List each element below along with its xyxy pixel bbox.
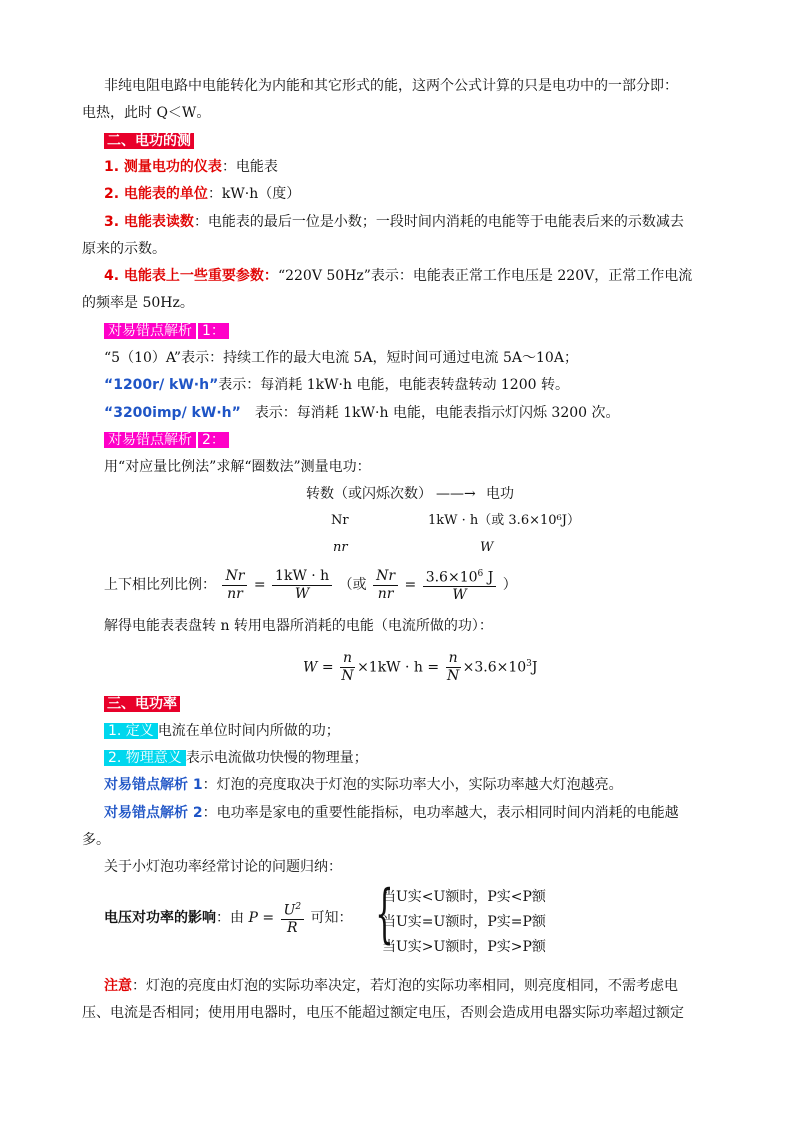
tip-prefix: “3200imp/ kW·h” (104, 405, 241, 421)
text: 电功 (486, 486, 514, 502)
physical-meaning (104, 748, 368, 768)
fraction: $\frac{Nr}{nr}$ (373, 568, 398, 603)
tip-2 (104, 430, 229, 450)
case-line (382, 912, 546, 932)
tip-label: 对易错点解析 1 (104, 777, 203, 793)
section-3-title: 三、电功率 (104, 696, 180, 712)
item-label: 3. 电能表读数 (104, 214, 194, 230)
table-cell (428, 511, 580, 531)
brace-icon: { (375, 877, 394, 951)
text: 电热，此时 Q＜W。 (82, 105, 211, 121)
section-2-title: 二、电功的测 (104, 133, 194, 149)
table-cell (480, 538, 493, 558)
definition-label: 1. 定义 (104, 723, 158, 739)
tip-label: 对易错点解析 (104, 323, 196, 339)
method-intro (104, 457, 371, 477)
tip-prefix: “1200r/ kW·h” (104, 377, 219, 393)
item-3 (104, 212, 684, 232)
text: nr (333, 540, 348, 555)
tip-text: 表示：每消耗 1kW·h 电能，电能表转盘转动 1200 转。 (218, 377, 569, 393)
tip-4-cont (82, 830, 110, 850)
tip-line (104, 348, 578, 368)
fraction: $\frac{n}{N}$ (341, 650, 354, 685)
section-title (104, 131, 194, 151)
ratio-equation: 上下相比列比例： $\frac{Nr}{nr}$ = $\frac{1kW \cdot h}{W}$ （或 $\frac{Nr}{nr}$ = $\frac{3.6\times 10^6 J}{W}$ ） (104, 567, 517, 604)
text: 非纯电阻电路中电能转化为内能和其它形式的能，这两个公式计算的只是电功中的一部分即： (104, 78, 678, 94)
text: ） (502, 577, 517, 593)
text: 多。 (82, 832, 110, 848)
item-label: 4. 电能表上一些重要参数： (104, 268, 278, 284)
item-3-cont (82, 239, 166, 259)
text: （或 (338, 577, 367, 593)
definition (104, 721, 340, 741)
text: 解得电能表表盘转 n 转用电器所消耗的电能（电流所做的功）： (104, 618, 493, 634)
meaning-label: 2. 物理意义 (104, 750, 186, 766)
text: 表示电流做功快慢的物理量； (185, 750, 368, 766)
text: 转数（或闪烁次数） (306, 486, 432, 502)
tip-3 (104, 775, 623, 795)
solve-intro (104, 616, 493, 636)
paragraph-line (82, 103, 210, 123)
tip-prefix: “5（10）A” (104, 350, 182, 366)
fraction: $\frac{1kW \cdot h}{W}$ (272, 568, 332, 603)
text: 关于小灯泡功率经常讨论的问题归纳： (104, 859, 342, 875)
tip-text: 表示：每消耗 1kW·h 电能，电能表指示灯闪烁 3200 次。 (254, 405, 620, 421)
tip-number: 2： (198, 432, 229, 448)
note-cont (82, 1003, 684, 1023)
tip-line (104, 375, 569, 395)
case-text: 当U实<U额时，P实<P额 (382, 889, 546, 905)
fraction: $\frac{n}{N}$ (446, 650, 460, 685)
solution-equation: W = $\frac{n}{N}$ ×1kW · h = $\frac{n}{N}$ $\times 3.6\times 10^3J$ (303, 650, 538, 685)
item-2 (104, 184, 300, 204)
text: 上下相比列比例： (104, 577, 216, 593)
tip-line (104, 403, 620, 423)
fraction: $\frac{3.6\times 10^6 J}{W}$ (423, 566, 497, 605)
item-1 (104, 157, 278, 177)
text: ：由 (216, 910, 244, 926)
text: W (480, 540, 494, 555)
fraction: $\frac{U^2}{R}$ (281, 899, 305, 938)
text: ：灯泡的亮度取决于灯泡的实际功率大小，实际功率越大灯泡越亮。 (202, 777, 623, 793)
item-text: 的频率是 50Hz。 (82, 295, 194, 311)
item-text: “220V 50Hz”表示：电能表正常工作电压是 220V，正常工作电流 (277, 268, 693, 284)
table-head-1 (306, 484, 432, 504)
fraction: $\frac{Nr}{nr}$ (222, 568, 247, 603)
tip-4 (104, 803, 679, 823)
text: Nr (331, 513, 349, 528)
item-4 (104, 266, 692, 286)
arrow-icon: ——→ (436, 486, 476, 502)
tip-1 (104, 321, 229, 341)
paragraph-line (104, 76, 678, 96)
voltage-effect: 电压对功率的影响：由 P = $\frac{U^2}{R}$ 可知： (104, 898, 353, 938)
text: ：电功率是家电的重要性能指标，电功率越大，表示相同时间内消耗的电能越 (202, 805, 679, 821)
table-cell (333, 538, 348, 558)
text: ：灯泡的亮度由灯泡的实际功率决定，若灯泡的实际功率相同，则亮度相同，不需考虑电 (132, 978, 678, 994)
table-arrow (436, 484, 476, 504)
text: 可知： (310, 910, 353, 926)
case-line (382, 887, 546, 907)
item-label: 1. 测量电功的仪表 (104, 159, 222, 175)
text: 电流在单位时间内所做的功； (157, 723, 340, 739)
section-title (104, 694, 180, 714)
case-text: 当U实=U额时，P实=P额 (382, 914, 546, 930)
item-4-cont (82, 293, 194, 313)
case-line (382, 937, 546, 957)
case-text: 当U实>U额时，P实>P额 (382, 939, 546, 955)
item-text: ：kW·h（度） (207, 186, 301, 202)
note (104, 976, 678, 996)
effect-label: 电压对功率的影响 (104, 910, 216, 926)
text: 压、电流是否相同；使用用电器时，电压不能超过额定电压，否则会造成用电器实际功率超过额定 (82, 1005, 684, 1021)
item-text: 原来的示数。 (82, 241, 166, 257)
text: 1kW · h（或 3.6×10⁶J） (428, 513, 580, 528)
item-text: ：电能表 (221, 159, 278, 175)
summary (104, 857, 342, 877)
note-label: 注意 (104, 978, 132, 994)
tip-number: 1： (198, 323, 229, 339)
table-head-2 (486, 484, 514, 504)
tip-label: 对易错点解析 (104, 432, 196, 448)
item-label: 2. 电能表的单位 (104, 186, 208, 202)
table-cell (331, 511, 349, 531)
item-text: ：电能表的最后一位是小数；一段时间内消耗的电能等于电能表后来的示数减去 (193, 214, 684, 230)
text: 用“对应量比例法”求解“圈数法”测量电功： (104, 459, 371, 475)
tip-text: 表示：持续工作的最大电流 5A，短时间可通过电流 5A～10A； (181, 350, 578, 366)
tip-label: 对易错点解析 2 (104, 805, 203, 821)
